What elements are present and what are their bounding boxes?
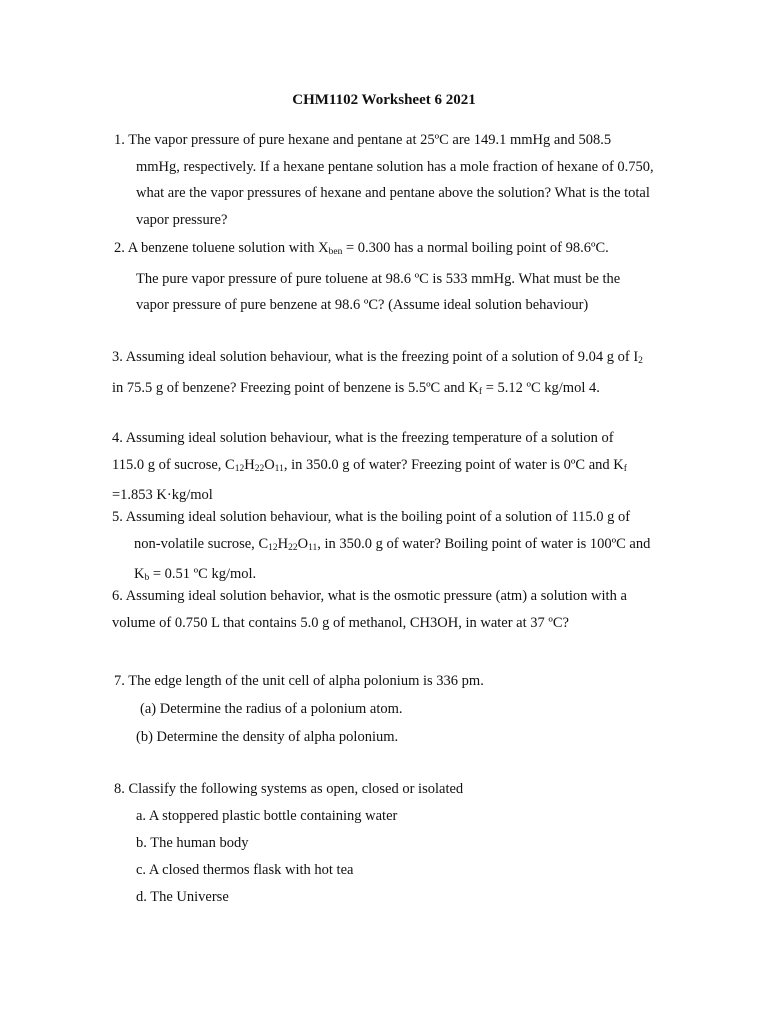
question-8 <box>114 776 463 911</box>
question-line: 3. Assuming ideal solution behaviour, what is the freezing point of a solution of 9.04 g of $I_2$ <box>112 349 643 366</box>
question-line: The pure vapor pressure of pure toluene at 98.6 ºC is 533 mmHg. What must be the <box>136 270 621 287</box>
question-line: in 75.5 g of benzene? Freezing point of benzene is 5.5ºC and $K_f = 5.12$ ºC kg/mol 4. <box>112 379 600 397</box>
question-6 <box>112 583 627 636</box>
question-7 <box>114 667 484 751</box>
question-line: 1. The vapor pressure of pure hexane and pentane at 25ºC are 149.1 mmHg and 508.5 <box>114 132 612 148</box>
question-line: 8. Classify the following systems as open, closed or isolated <box>114 781 464 797</box>
list-item: b. The human body <box>136 835 249 851</box>
question-line: =1.853 K·kg/mol <box>112 487 213 503</box>
question-line: vapor pressure? <box>136 211 228 228</box>
question-1 <box>114 127 654 233</box>
question-line: 115.0 g of sucrose, $C_{12}H_{22}O_{11}$, in 350.0 g of water? Freezing point of water is 0ºC and $K_f$ <box>112 456 627 474</box>
question-part-a: (a) Determine the radius of a polonium atom. <box>140 701 403 717</box>
question-line: 6. Assuming ideal solution behavior, what is the osmotic pressure (atm) a solution with a <box>112 588 627 604</box>
question-2 <box>114 235 620 319</box>
question-part-b: (b) Determine the density of alpha polonium. <box>136 729 399 745</box>
list-item: a. A stoppered plastic bottle containing water <box>136 808 398 824</box>
question-4 <box>112 425 627 509</box>
question-line: non-volatile sucrose, $C_{12}H_{22}O_{11}$, in 350.0 g of water? Boiling point of water is 100ºC and <box>134 535 651 553</box>
list-item: c. A closed thermos flask with hot tea <box>136 862 354 878</box>
question-line: 5. Assuming ideal solution behaviour, what is the boiling point of a solution of 115.0 g of <box>112 509 631 525</box>
list-item: d. The Universe <box>136 889 229 905</box>
worksheet-title: CHM1102 Worksheet 6 2021 <box>292 92 476 108</box>
question-line: 2. A benzene toluene solution with $X_{ben} = 0.300$ has a normal boiling point of 98.6ºC. <box>114 240 609 257</box>
question-5 <box>112 504 650 592</box>
question-line: volume of 0.750 L that contains 5.0 g of methanol, CH3OH, in water at 37 ºC? <box>112 614 569 631</box>
question-line: vapor pressure of pure benzene at 98.6 ºC? (Assume ideal solution behaviour) <box>136 297 589 313</box>
question-3 <box>112 344 643 405</box>
question-line: 7. The edge length of the unit cell of alpha polonium is 336 pm. <box>114 673 484 689</box>
question-line: 4. Assuming ideal solution behaviour, what is the freezing temperature of a solution of <box>112 430 614 446</box>
question-line: $K_b = 0.51$ ºC kg/mol. <box>134 566 257 583</box>
question-line: what are the vapor pressures of hexane and pentane above the solution? What is the total <box>136 185 650 201</box>
question-line: mmHg, respectively. If a hexane pentane solution has a mole fraction of hexane of 0.750, <box>136 158 654 175</box>
